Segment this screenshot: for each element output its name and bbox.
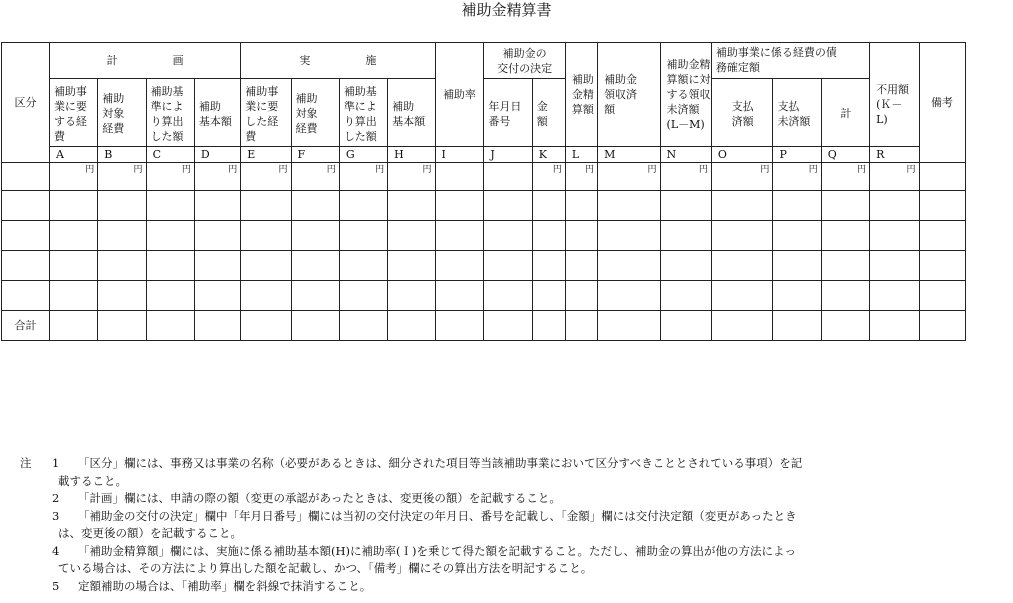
table-cell[interactable]: [339, 311, 387, 341]
sub-header-k: 金 額: [532, 79, 565, 147]
note-text: 定額補助の場合は、「補助率」欄を斜線で抹消すること。: [78, 578, 372, 593]
unit-label: 円: [532, 163, 565, 191]
unit-label: 円: [660, 163, 711, 191]
table-cell[interactable]: [2, 281, 50, 311]
table-cell[interactable]: [870, 251, 919, 281]
table-cell[interactable]: [291, 281, 339, 311]
table-cell[interactable]: [870, 191, 919, 221]
column-letter: M: [598, 147, 660, 163]
note-text: 「区分」欄には、事務又は事業の名称（必要があるときは、細分された項目等当該補助事業において区分すべきこととされている事項）を記: [78, 456, 803, 470]
note-item: [20, 490, 1000, 508]
table-cell[interactable]: [291, 251, 339, 281]
column-letter: H: [388, 147, 435, 163]
column-letter: L: [565, 147, 597, 163]
unit-label: 円: [565, 163, 597, 191]
column-letter: P: [773, 147, 821, 163]
table-cell[interactable]: [2, 163, 50, 191]
header-actual: 実 施: [241, 43, 435, 79]
note-text: 「計画」欄には、申請の際の額（変更の承認があったときは、変更後の額）を記載すること。: [78, 491, 561, 505]
sub-header-c: 補助基 準によ り算出 した額: [146, 79, 194, 147]
note-prefix: [20, 543, 52, 561]
header-unreceived-amount: 補助金精 算額に対 する領収 未済額 (L－M): [660, 43, 711, 147]
table-cell[interactable]: [241, 281, 291, 311]
total-label: 合計: [2, 311, 50, 341]
table-cell[interactable]: [435, 281, 484, 311]
table-cell[interactable]: [660, 311, 711, 341]
sub-header-b: 補助 対象 経費: [98, 79, 146, 147]
table-cell[interactable]: [711, 191, 773, 221]
column-letter: O: [711, 147, 773, 163]
sub-header-f: 補助 対象 経費: [291, 79, 339, 147]
table-cell[interactable]: [49, 191, 97, 221]
table-cell[interactable]: [98, 251, 146, 281]
table-cell[interactable]: [919, 281, 965, 311]
table-row: [2, 163, 1013, 191]
table-cell[interactable]: [388, 311, 435, 341]
column-letter: B: [98, 147, 146, 163]
sub-header-q: 計: [821, 79, 869, 147]
table-cell[interactable]: [870, 281, 919, 311]
table-cell[interactable]: [565, 191, 597, 221]
table-cell[interactable]: [146, 221, 194, 251]
note-continuation: 載すること。: [58, 473, 127, 488]
table-cell[interactable]: [98, 221, 146, 251]
table-cell[interactable]: [660, 221, 711, 251]
table-cell[interactable]: [339, 281, 387, 311]
table-cell[interactable]: [773, 311, 821, 341]
table-cell[interactable]: [711, 251, 773, 281]
unit-label: 円: [870, 163, 919, 191]
note-text: 「補助金精算額」欄には、実施に係る補助基本額(H)に補助率(Ｉ)を乗じて得た額を記載すること。ただし、補助金の算出が他の方法によっ: [78, 543, 796, 558]
table-cell[interactable]: [49, 311, 97, 341]
table-cell[interactable]: [532, 311, 565, 341]
header-kubun: 区分: [2, 43, 50, 163]
table-cell[interactable]: [532, 251, 565, 281]
table-cell[interactable]: [484, 221, 532, 251]
table-cell[interactable]: [711, 281, 773, 311]
note-number: 1: [52, 456, 60, 470]
column-letter: K: [532, 147, 565, 163]
table-cell[interactable]: [388, 191, 435, 221]
column-letter: D: [194, 147, 240, 163]
note-prefix: 注: [20, 456, 32, 470]
table-row: [2, 251, 1013, 281]
unit-label: 円: [194, 163, 240, 191]
sub-header-a: 補助事 業に要 する経 費: [49, 79, 97, 147]
table-cell[interactable]: [565, 221, 597, 251]
note-continuation: は、変更後の額）を記載すること。: [58, 526, 242, 540]
table-cell[interactable]: [598, 311, 660, 341]
table-cell[interactable]: [146, 281, 194, 311]
header-plan: 計 画: [49, 43, 240, 79]
table-cell[interactable]: [435, 251, 484, 281]
header-grant-decision: 補助金の 交付の決定: [484, 43, 566, 79]
sub-header-g: 補助基 準によ り算出 した額: [339, 79, 387, 147]
table-cell[interactable]: [339, 251, 387, 281]
note-item: [20, 543, 1000, 561]
sub-header-j: 年月日 番号: [484, 79, 532, 147]
table-cell[interactable]: [565, 281, 597, 311]
note-text: 「補助金の交付の決定」欄中「年月日番号」欄には当初の交付決定の年月日、番号を記載し、「金額」欄には交付決定額（変更があったとき: [78, 508, 797, 523]
header-received-amount: 補助金 領収済 額: [598, 43, 660, 147]
table-cell[interactable]: [49, 221, 97, 251]
table-cell[interactable]: [821, 251, 869, 281]
table-cell[interactable]: [821, 311, 869, 341]
table-cell[interactable]: [821, 221, 869, 251]
header-remarks: 備考: [919, 43, 965, 163]
table-cell[interactable]: [919, 191, 965, 221]
column-letter: C: [146, 147, 194, 163]
unit-label: 円: [598, 163, 660, 191]
table-cell[interactable]: [532, 281, 565, 311]
table-cell[interactable]: [919, 251, 965, 281]
table-cell[interactable]: [98, 311, 146, 341]
table-cell[interactable]: [821, 191, 869, 221]
table-cell[interactable]: [339, 191, 387, 221]
note-number: 5: [52, 578, 60, 593]
note-prefix: [20, 490, 52, 508]
column-letter: N: [660, 147, 711, 163]
table-cell[interactable]: [49, 251, 97, 281]
unit-label: 円: [773, 163, 821, 191]
table-cell[interactable]: [711, 311, 773, 341]
note-item: [20, 508, 1000, 526]
table-cell[interactable]: [598, 251, 660, 281]
column-letter: Q: [821, 147, 869, 163]
unit-label: 円: [49, 163, 97, 191]
table-cell[interactable]: [194, 281, 240, 311]
table-cell[interactable]: [291, 191, 339, 221]
table-cell[interactable]: [660, 191, 711, 221]
column-letter: F: [291, 147, 339, 163]
unit-label: 円: [388, 163, 435, 191]
table-cell[interactable]: [660, 251, 711, 281]
table-cell[interactable]: [98, 191, 146, 221]
table-cell[interactable]: [339, 221, 387, 251]
table-cell[interactable]: [241, 221, 291, 251]
table-cell[interactable]: [565, 251, 597, 281]
column-letter: J: [484, 147, 532, 163]
document-title: 補助金精算書: [461, 1, 552, 19]
table-cell[interactable]: [565, 311, 597, 341]
notes: [20, 455, 1000, 595]
table-cell[interactable]: [388, 221, 435, 251]
table-cell[interactable]: [2, 251, 50, 281]
table-cell[interactable]: [291, 311, 339, 341]
table-cell[interactable]: [241, 251, 291, 281]
table-cell[interactable]: [388, 251, 435, 281]
header-settlement-amount: 補助金精 算額: [565, 43, 597, 147]
table-cell[interactable]: [773, 191, 821, 221]
table-cell[interactable]: [919, 163, 965, 191]
settlement-table: [1, 42, 1013, 341]
table-cell[interactable]: [146, 311, 194, 341]
unit-label: 円: [711, 163, 773, 191]
sub-header-h: 補助 基本額: [388, 79, 435, 147]
table-row: [2, 281, 1013, 311]
note-continuation: ている場合は、その方法により算出した額を記載し、かつ、「備考」欄にその算出方法を明記すること。: [58, 561, 593, 575]
note-number: 2: [52, 491, 60, 505]
note-prefix: [20, 508, 52, 526]
unit-label: 円: [291, 163, 339, 191]
sub-header-e: 補助事 業に要 した経 費: [241, 79, 291, 147]
table-cell[interactable]: [241, 311, 291, 341]
table-cell[interactable]: [532, 221, 565, 251]
table-cell[interactable]: [146, 251, 194, 281]
note-item: [20, 578, 1000, 596]
table-cell[interactable]: [388, 281, 435, 311]
table-cell[interactable]: [870, 311, 919, 341]
header-expense-confirmed: 補助事業に係る経費の債 務確定額: [711, 43, 869, 79]
column-letter: A: [49, 147, 97, 163]
table-cell[interactable]: [532, 191, 565, 221]
table-cell[interactable]: [598, 281, 660, 311]
table-row: [2, 191, 1013, 221]
table-cell[interactable]: [194, 191, 240, 221]
table-cell[interactable]: [870, 221, 919, 251]
column-letter: R: [870, 147, 919, 163]
table-cell[interactable]: [773, 281, 821, 311]
table-cell[interactable]: [241, 191, 291, 221]
unit-label: 円: [339, 163, 387, 191]
table-cell[interactable]: [773, 251, 821, 281]
sub-header-p: 支払 未済額: [773, 79, 821, 147]
note-number: 3: [52, 508, 60, 523]
table-cell[interactable]: [598, 221, 660, 251]
column-letter: E: [241, 147, 291, 163]
total-row: [2, 311, 1013, 341]
table-cell[interactable]: [821, 281, 869, 311]
unit-label: 円: [98, 163, 146, 191]
table-cell[interactable]: [194, 311, 240, 341]
table-cell[interactable]: [2, 191, 50, 221]
column-letter: I: [435, 147, 484, 163]
table-cell[interactable]: [484, 191, 532, 221]
table-cell[interactable]: [435, 311, 484, 341]
table-cell[interactable]: [146, 191, 194, 221]
column-letter: G: [339, 147, 387, 163]
table-cell[interactable]: [484, 311, 532, 341]
table-cell[interactable]: [435, 191, 484, 221]
table-cell[interactable]: [435, 163, 484, 191]
sub-header-d: 補助 基本額: [194, 79, 240, 147]
table-cell[interactable]: [291, 221, 339, 251]
table-cell[interactable]: [598, 191, 660, 221]
table-cell[interactable]: [2, 221, 50, 251]
table-row: [2, 221, 1013, 251]
unit-label: 円: [821, 163, 869, 191]
table-cell[interactable]: [773, 221, 821, 251]
table-cell[interactable]: [484, 163, 532, 191]
note-prefix: [20, 578, 52, 596]
unit-label: 円: [241, 163, 291, 191]
table-cell[interactable]: [919, 311, 965, 341]
note-number: 4: [52, 543, 60, 558]
table-cell[interactable]: [711, 221, 773, 251]
table-cell[interactable]: [660, 281, 711, 311]
unit-label: 円: [146, 163, 194, 191]
table-cell[interactable]: [484, 251, 532, 281]
table-cell[interactable]: [194, 251, 240, 281]
table-cell[interactable]: [98, 281, 146, 311]
header-subsidy-rate: 補助率: [435, 43, 484, 147]
note-item: [20, 455, 1000, 473]
table-cell[interactable]: [484, 281, 532, 311]
table-cell[interactable]: [194, 221, 240, 251]
table-cell[interactable]: [49, 281, 97, 311]
header-unused-amount: 不用額 (Ｋ－ L): [870, 43, 919, 147]
table-cell[interactable]: [435, 221, 484, 251]
table-cell[interactable]: [919, 221, 965, 251]
sub-header-o: 支払 済額: [711, 79, 773, 147]
